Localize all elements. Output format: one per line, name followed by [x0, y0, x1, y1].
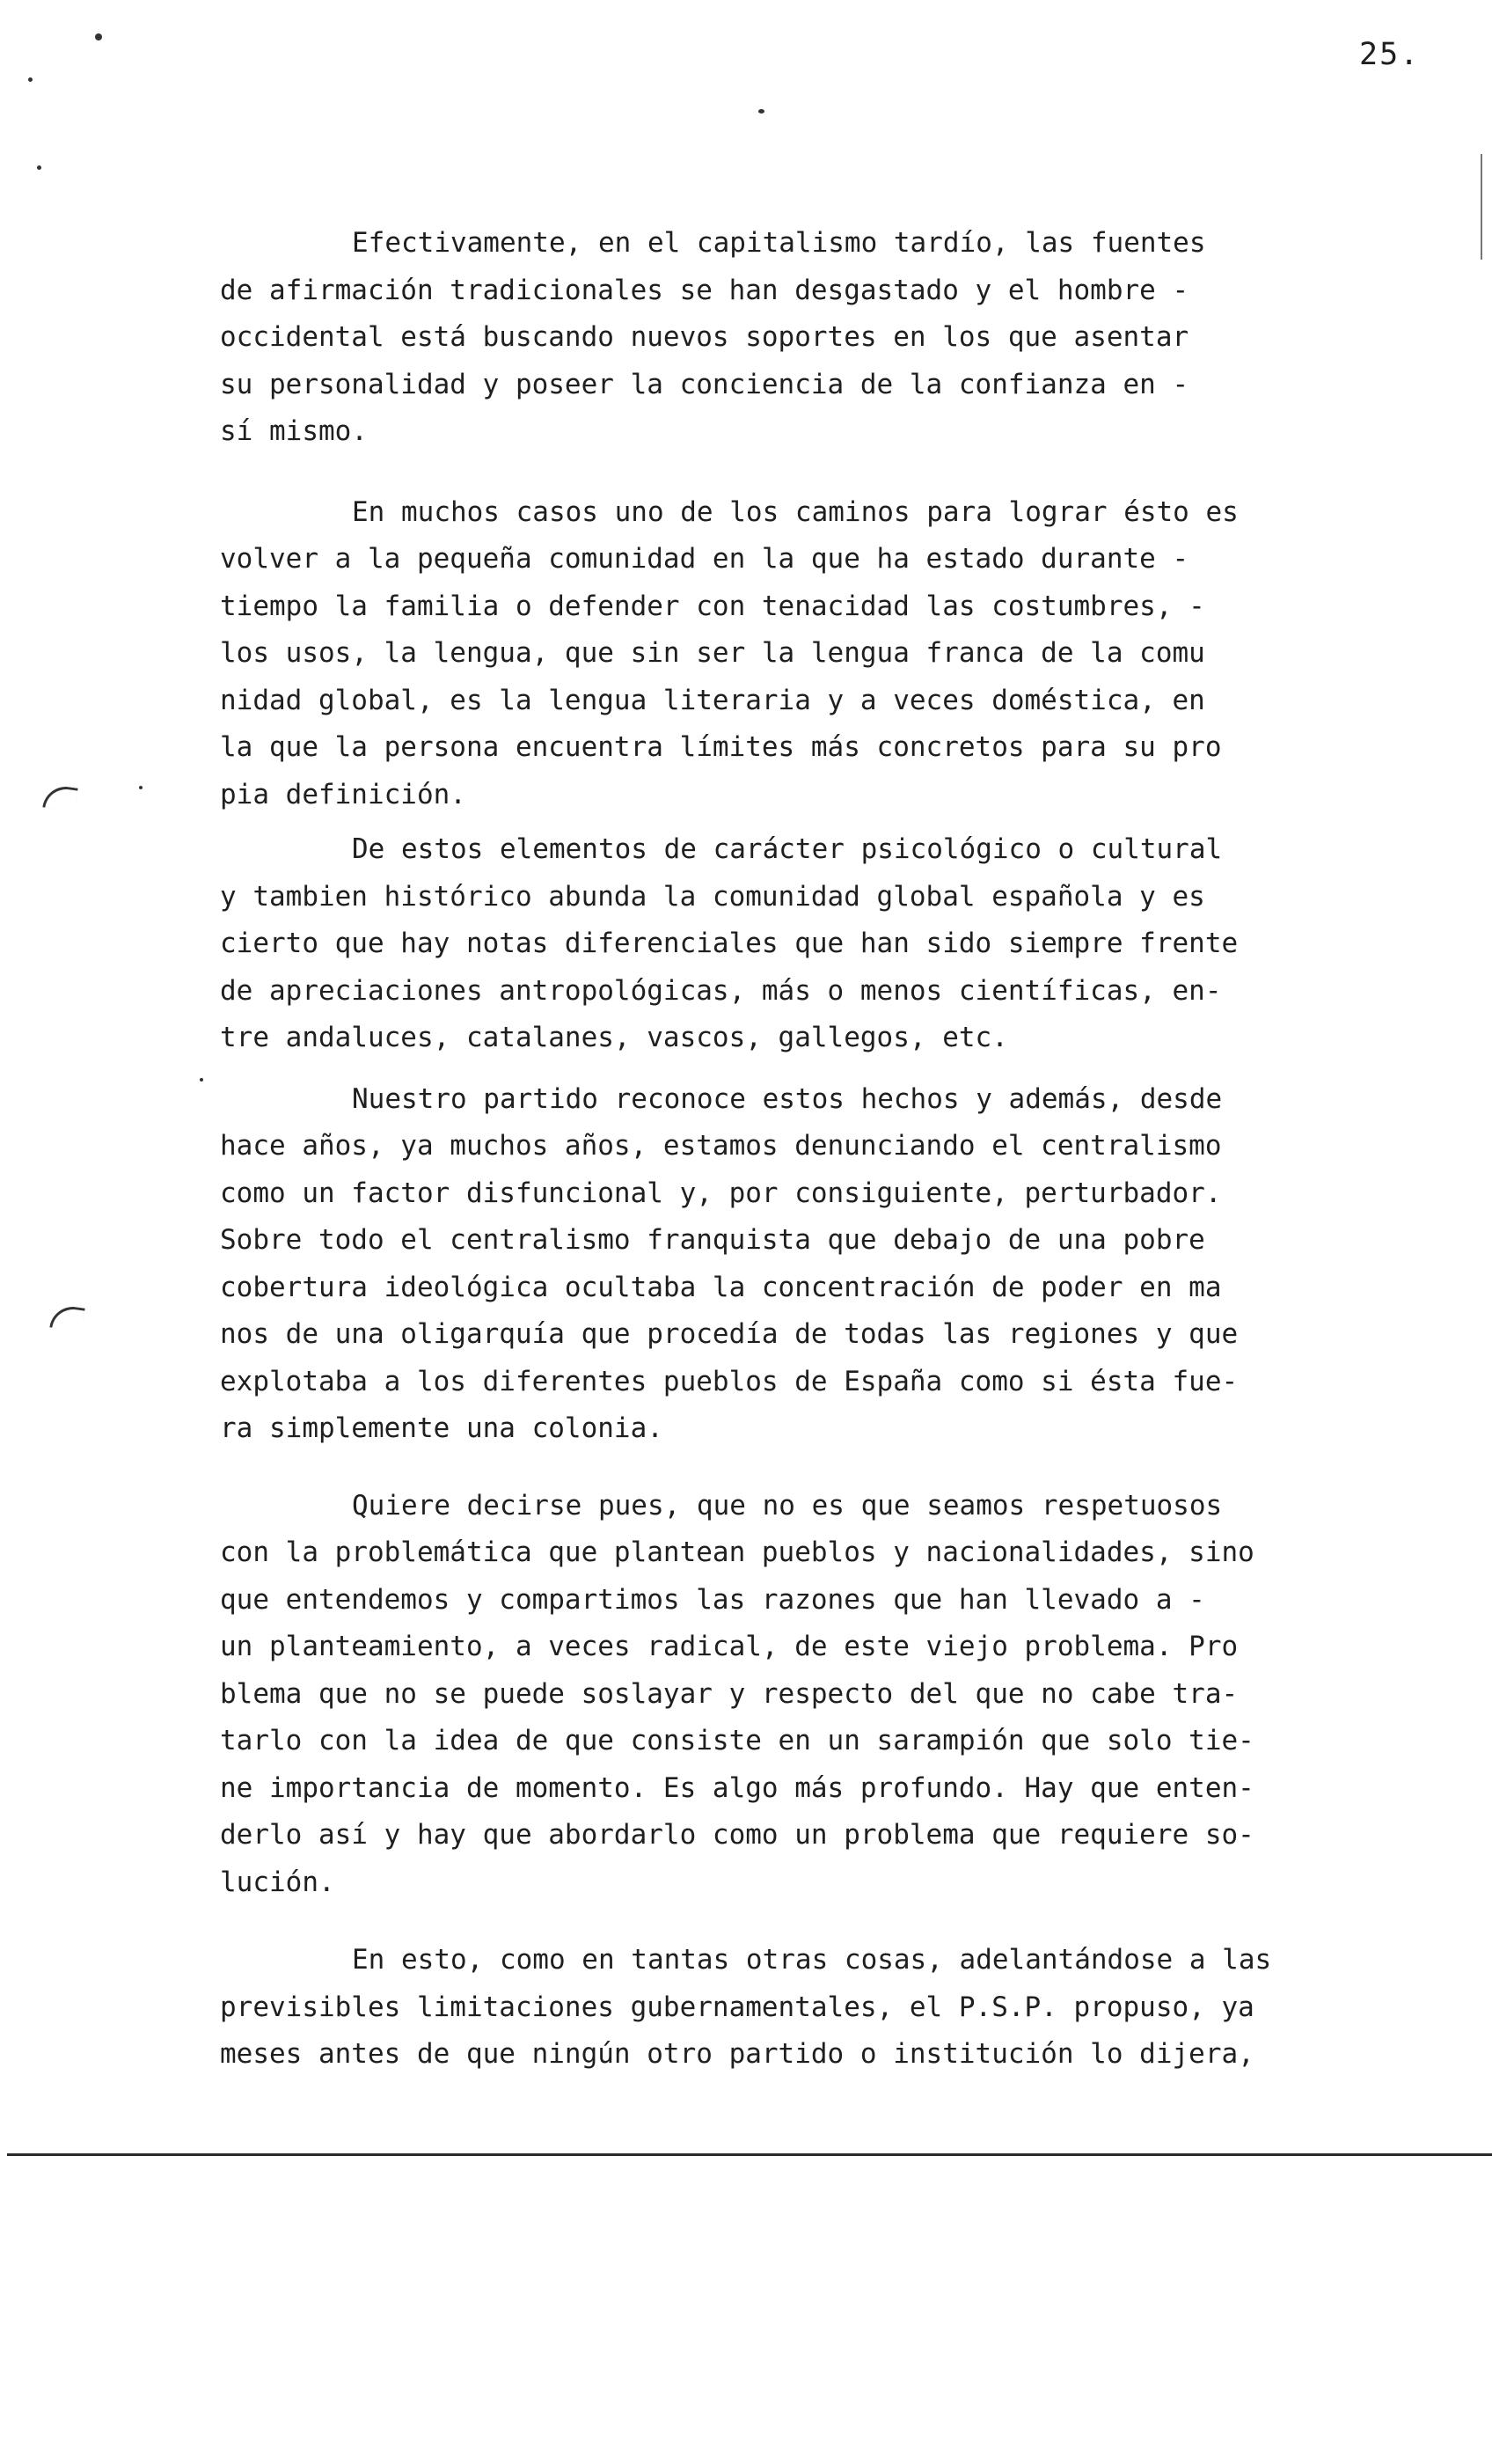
text-line: Sobre todo el centralismo franquista que debajo de una pobre [220, 1224, 1205, 1256]
margin-rule [1481, 154, 1482, 260]
text-line: y tambien histórico abunda la comunidad global española y es [220, 880, 1205, 913]
text-line: cobertura ideológica ocultaba la concentración de poder en ma [220, 1271, 1222, 1303]
text-line: sí mismo. [220, 415, 368, 447]
paragraph [220, 489, 1390, 819]
text-line: su personalidad y poseer la conciencia de la confianza en - [220, 368, 1189, 400]
bottom-rule [7, 2153, 1492, 2156]
paragraph [220, 1483, 1390, 1907]
text-line: occidental está buscando nuevos soportes en los que asentar [220, 321, 1189, 353]
text-line: De estos elementos de carácter psicológico o cultural [352, 833, 1223, 865]
text-line: con la problemática que plantean pueblos y nacionalidades, sino [220, 1536, 1254, 1568]
text-line: tre andaluces, catalanes, vascos, gallegos, etc. [220, 1022, 1008, 1053]
page-number: 25. [1359, 37, 1421, 72]
text-line: tiempo la familia o defender con tenacidad las costumbres, - [220, 590, 1205, 622]
text-line: la que la persona encuentra límites más concretos para su pro [220, 731, 1222, 763]
text-line: Quiere decirse pues, que no es que seamos respetuosos [352, 1489, 1223, 1522]
paragraph [220, 220, 1390, 456]
paragraph [220, 826, 1390, 1062]
speck [95, 33, 102, 40]
text-line: ne importancia de momento. Es algo más profundo. Hay que enten- [220, 1771, 1254, 1804]
text-line: meses antes de que ningún otro partido o institución lo dijera, [220, 2038, 1254, 2070]
text-line: volver a la pequeña comunidad en la que ha estado durante - [220, 543, 1189, 575]
speck [758, 109, 764, 114]
text-line: los usos, la lengua, que sin ser la lengua franca de la comu [220, 637, 1205, 669]
text-line: un planteamiento, a veces radical, de este viejo problema. Pro [220, 1631, 1239, 1662]
paragraph [220, 1076, 1390, 1453]
text-line: En esto, como en tantas otras cosas, adelantándose a las [352, 1944, 1272, 1976]
text-line: derlo así y hay que abordarlo como un problema que requiere so- [220, 1819, 1254, 1851]
text-line: Nuestro partido reconoce estos hechos y además, desde [352, 1082, 1223, 1115]
text-line: hace años, ya muchos años, estamos denunciando el centralismo [220, 1130, 1222, 1162]
text-line: de afirmación tradicionales se han desgastado y el hombre - [220, 274, 1189, 306]
text-line: que entendemos y compartimos las razones que han llevado a - [220, 1583, 1205, 1616]
paragraph [220, 1937, 1390, 2079]
text-line: ra simplemente una colonia. [220, 1412, 663, 1444]
text-line: En muchos casos uno de los caminos para lograr ésto es [352, 495, 1239, 528]
text-line: tarlo con la idea de que consiste en un sarampión que solo tie- [220, 1725, 1254, 1756]
speck [28, 77, 33, 82]
binder-hole-mark [49, 1304, 84, 1332]
text-line: lución. [220, 1866, 335, 1898]
text-line: pia definición. [220, 778, 466, 810]
text-line: nos de una oligarquía que procedía de todas las regiones y que [220, 1318, 1239, 1350]
speck [139, 786, 143, 789]
document-body [220, 220, 1390, 2079]
text-line: Efectivamente, en el capitalismo tardío, las fuentes [352, 227, 1206, 259]
speck [200, 1078, 203, 1082]
text-line: nidad global, es la lengua literaria y a veces doméstica, en [220, 684, 1205, 716]
speck [37, 165, 41, 170]
text-line: de apreciaciones antropológicas, más o menos científicas, en- [220, 974, 1222, 1007]
text-line: como un factor disfuncional y, por consiguiente, perturbador. [220, 1177, 1222, 1209]
text-line: explotaba a los diferentes pueblos de España como si ésta fue- [220, 1365, 1239, 1397]
text-line: previsibles limitaciones gubernamentales, el P.S.P. propuso, ya [220, 1991, 1254, 2023]
binder-hole-mark [42, 784, 77, 812]
text-line: cierto que hay notas diferenciales que han sido siempre frente [220, 928, 1239, 959]
text-line: blema que no se puede soslayar y respecto del que no cabe tra- [220, 1677, 1239, 1710]
